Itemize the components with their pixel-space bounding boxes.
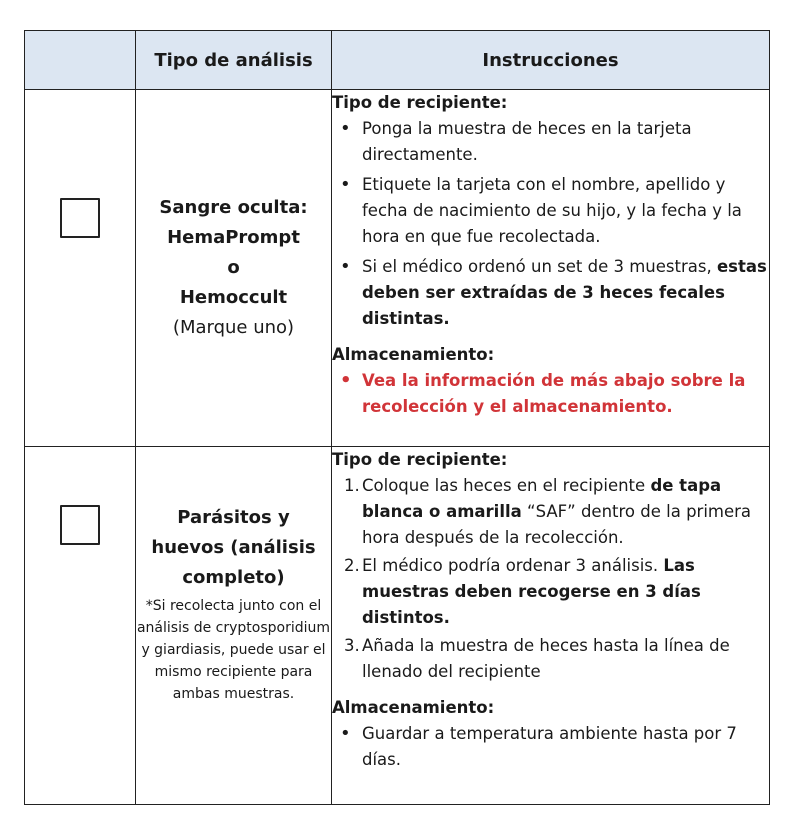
item-text: El médico podría ordenar 3 análisis. (362, 556, 664, 575)
list-item: • Vea la información de más abajo sobre la recolección y el almacenamiento. (332, 368, 769, 420)
test-type-cell (136, 90, 332, 447)
test-type-note: *Si recolecta junto con el análisis de cryptosporidium y giardiasis, puede usar el mismo recipiente para ambas muestras. (136, 598, 331, 702)
item-text: Coloque las heces en el recipiente (362, 476, 651, 495)
item-text: Si el médico ordenó un set de 3 muestras, (362, 257, 717, 276)
table-row-occult-blood (25, 90, 770, 447)
test-type-hint: (Marque uno) (172, 317, 295, 338)
list-item: • Ponga la muestra de heces en la tarjeta directamente. (332, 116, 769, 168)
test-type-line: Hemoccult (179, 287, 288, 308)
header-instructions: Instrucciones (332, 31, 770, 90)
instructions-cell (332, 447, 770, 805)
item-text: “SAF” dentro de la primera hora después de la recolección. (362, 502, 752, 547)
list-item: • Guardar a temperatura ambiente hasta por 7 días. (332, 721, 769, 773)
checkbox-cell (25, 90, 136, 447)
test-type-line: Parásitos y (177, 507, 290, 528)
storage-list (332, 721, 769, 773)
container-list (332, 116, 769, 332)
test-type-cell (136, 447, 332, 805)
instructions-cell (332, 90, 770, 447)
collection-table (24, 30, 770, 805)
item-text: Añada la muestra de heces hasta la línea de llenado del recipiente (362, 636, 730, 681)
storage-title: Almacenamiento: (332, 345, 495, 364)
list-item: • Etiquete la tarjeta con el nombre, apellido y fecha de nacimiento de su hijo, y la fecha y la hora en que fue recolectada. (332, 172, 769, 250)
container-title: Tipo de recipiente: (332, 93, 508, 112)
storage-list (332, 368, 769, 420)
item-emphasis: Las muestras deben recogerse en 3 días distintos. (362, 556, 701, 627)
test-type-line: completo) (182, 567, 285, 588)
list-item: 1. Coloque las heces en el recipiente de tapa blanca o amarilla “SAF” dentro de la primera hora después de la recolección. (344, 476, 752, 547)
test-type-line: o (227, 257, 240, 278)
storage-title: Almacenamiento: (332, 698, 495, 717)
header-checkbox-cell (25, 31, 136, 90)
checkbox-cell (25, 447, 136, 805)
test-type-line: HemaPrompt (167, 227, 300, 248)
header-row (25, 31, 770, 90)
parasites-checkbox[interactable] (60, 505, 100, 545)
test-type-line: huevos (análisis (151, 537, 316, 558)
item-emphasis: estas deben ser extraídas de 3 heces fecales distintas. (362, 257, 767, 328)
test-type-line: Sangre oculta: (159, 197, 308, 218)
list-item: 2. El médico podría ordenar 3 análisis. Las muestras deben recogerse en 3 días distintos. (344, 556, 701, 627)
container-steps (332, 473, 769, 685)
occult-blood-checkbox[interactable] (60, 198, 100, 238)
list-item: 3. Añada la muestra de heces hasta la línea de llenado del recipiente (344, 636, 730, 681)
item-emphasis: de tapa blanca o amarilla (362, 476, 722, 521)
table-row-parasites (25, 447, 770, 805)
list-item (332, 254, 769, 332)
header-type: Tipo de análisis (136, 31, 332, 90)
container-title: Tipo de recipiente: (332, 450, 508, 469)
